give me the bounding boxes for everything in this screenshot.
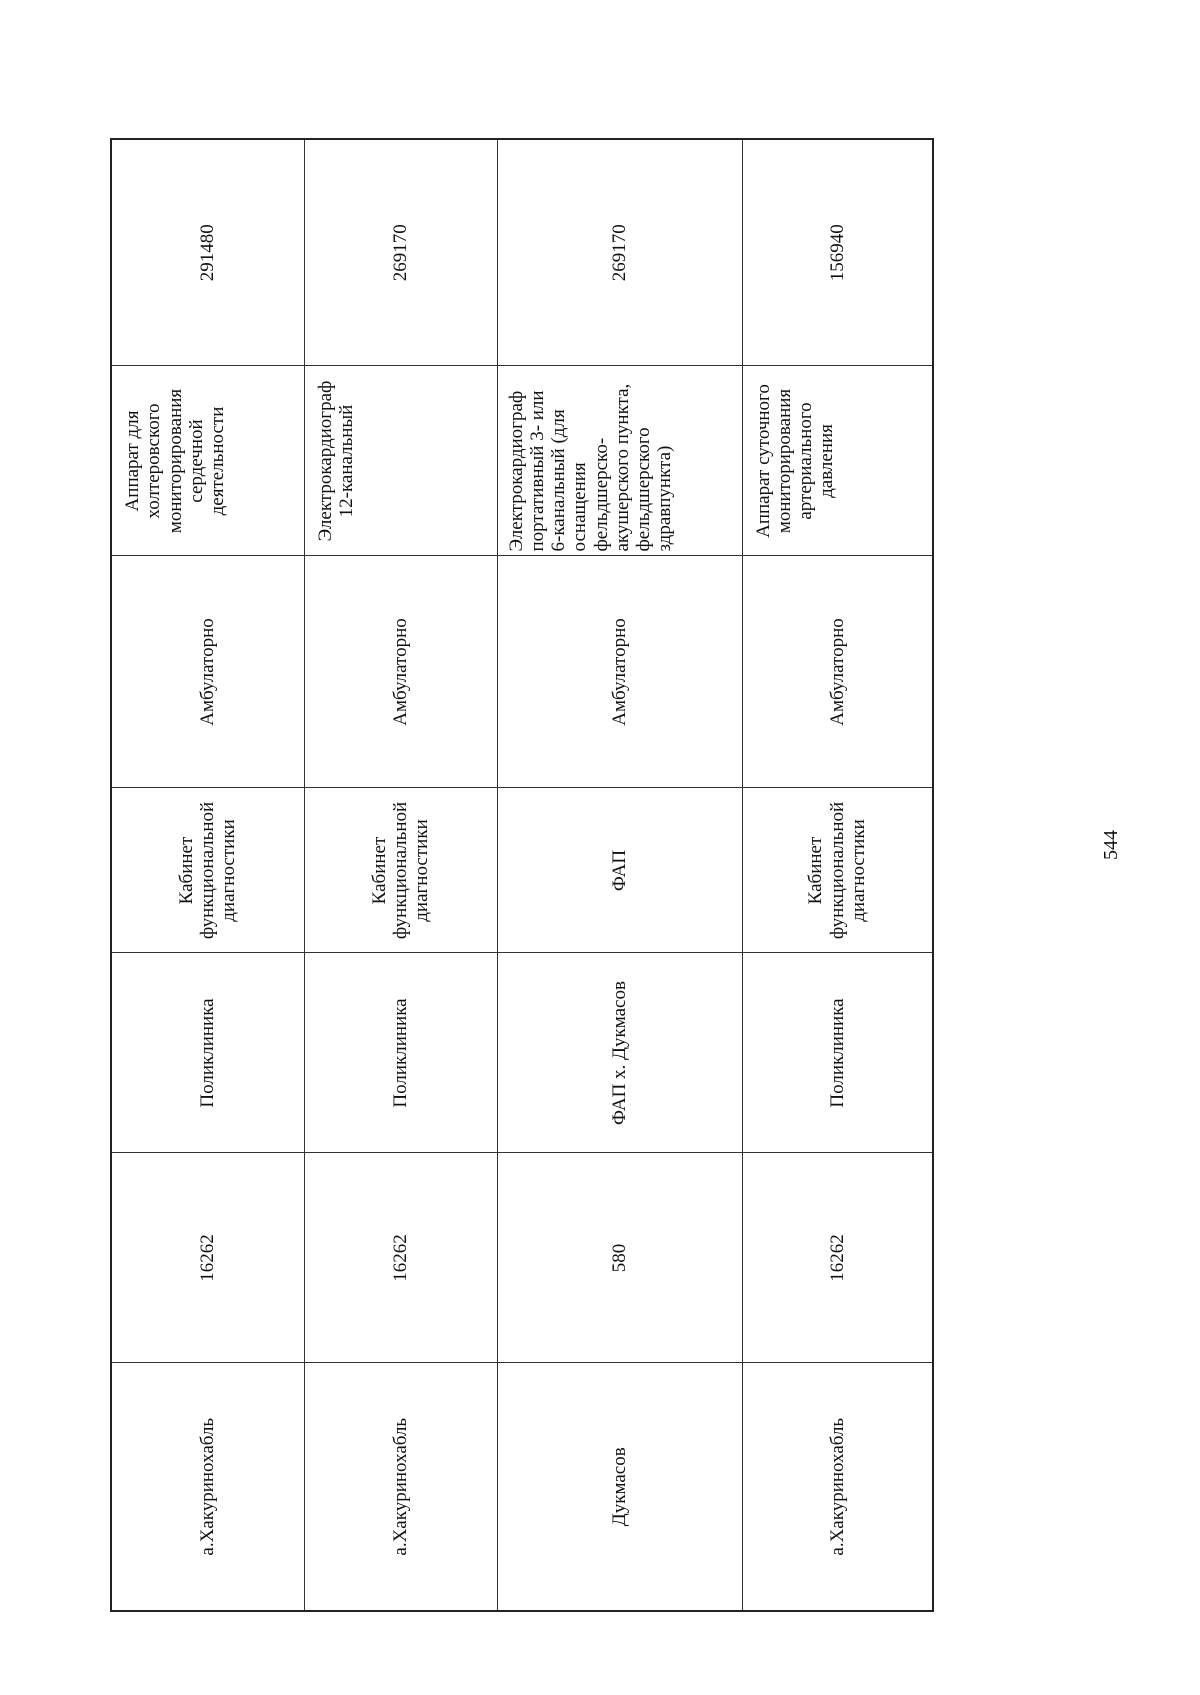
department-cell: Кабинет функциональной диагностики [742,788,933,953]
settlement-cell: а.Хакуринохабль [304,1363,497,1611]
population-cell: 580 [497,1153,742,1363]
price-cell: 156940 [742,139,933,366]
institution-cell: Поликлиника [742,953,933,1153]
price-cell: 291480 [111,139,304,366]
department-cell: Кабинет функциональной диагностики [304,788,497,953]
population-cell: 16262 [742,1153,933,1363]
equipment-table [110,138,934,1612]
department-cell: ФАП [497,788,742,953]
price-cell: 269170 [497,139,742,366]
care-condition-cell: Амбулаторно [742,556,933,788]
institution-cell: ФАП х. Дукмасов [497,953,742,1153]
table-container [110,140,932,1612]
institution-cell: Поликлиника [111,953,304,1153]
table-row [497,139,742,1611]
equipment-cell: Аппарат суточного мониторирования артериального давления [742,366,933,556]
population-cell: 16262 [111,1153,304,1363]
table-row [304,139,497,1611]
table-row [742,139,933,1611]
page-number: 544 [1100,830,1122,860]
settlement-cell: Дукмасов [497,1363,742,1611]
settlement-cell: а.Хакуринохабль [111,1363,304,1611]
care-condition-cell: Амбулаторно [304,556,497,788]
table-row [111,139,304,1611]
equipment-cell: Электрокардиограф портативный 3- или 6-канальный (для оснащения фельдшерско-акушерского пункта, фельдшерского здравпункта) [497,366,742,556]
population-cell: 16262 [304,1153,497,1363]
rotated-table-frame [110,140,932,1612]
institution-cell: Поликлиника [304,953,497,1153]
settlement-cell: а.Хакуринохабль [742,1363,933,1611]
equipment-cell: Аппарат для холтеровского мониторирования сердечной деятельности [111,366,304,556]
care-condition-cell: Амбулаторно [497,556,742,788]
department-cell: Кабинет функциональной диагностики [111,788,304,953]
price-cell: 269170 [304,139,497,366]
care-condition-cell: Амбулаторно [111,556,304,788]
equipment-cell: Электрокардиограф 12-канальный [304,366,497,556]
